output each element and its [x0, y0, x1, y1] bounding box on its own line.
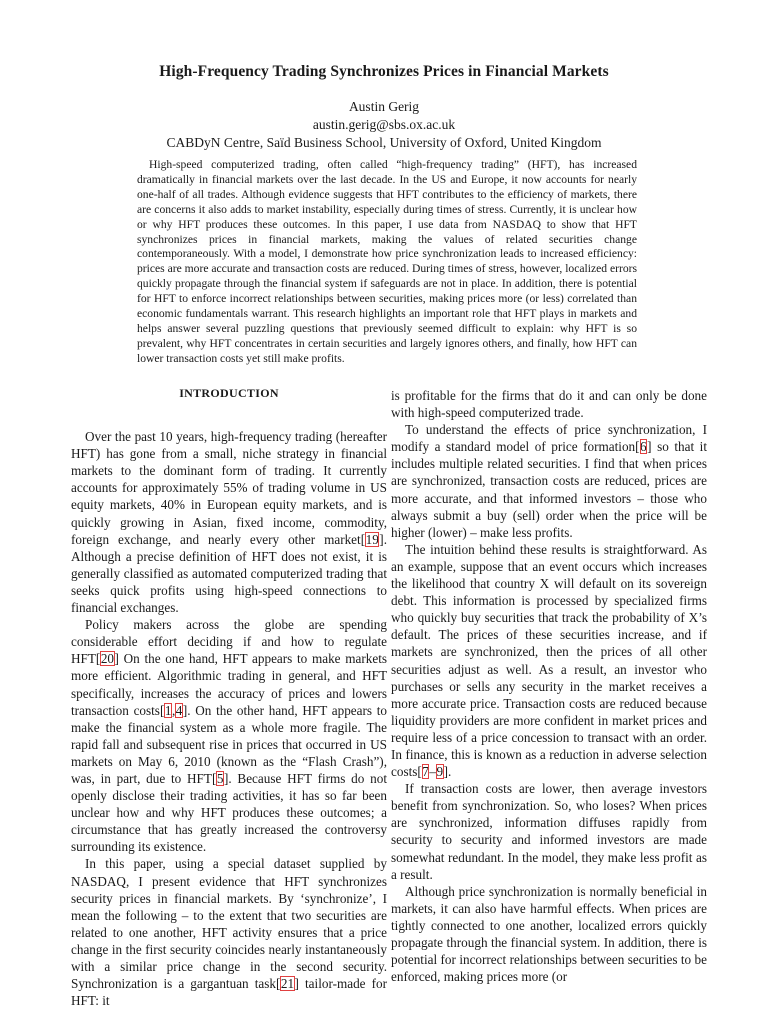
citation-link[interactable]: 4: [175, 702, 183, 718]
author-email[interactable]: austin.gerig@sbs.ox.ac.uk: [312, 117, 456, 132]
abstract: High-speed computerized trading, often called “high-frequency trading” (HFT), has increased dramatically in financial markets over the last decade. In the US and Europe, it now accounts for nearly one-half of all trades. Although evidence suggests that HFT contributes to the efficiency of markets, there are concerns it also adds to market instability, especially during times of stress. Currently, it is unclear how or why HFT produces these outcomes. In this paper, I use data from NASDAQ to show that HFT synchronizes prices in financial markets, making the values of related securities change contemporaneously. With a model, I demonstrate how price synchronization leads to increased efficiency: prices are more accurate and transaction costs are reduced. During times of stress, however, localized errors quickly propagate through the financial system if safeguards are not in place. In addition, there is potential for HFT to enforce incorrect relationships between securities, making prices more (or less) correlated than economic fundamentals warrant. This research highlights an important role that HFT plays in markets and helps answer several puzzling questions that previously seemed difficult to explain: why HFT is so prevalent, why HFT concentrates in certain securities and largely ignores others, and finally, how HFT can lower transaction costs yet still make profits.: [137, 158, 637, 365]
paragraph-text: To understand the effects of price synchronization, I modify a standard model of price formation: [391, 422, 707, 455]
paragraph-5: The intuition behind these results is straightforward. As an example, suppose that an event occurs which increases the likelihood that country X will default on its sovereign debt. This information is processed by specialized firms who quickly buy securities that track the probability of X’s default. The prices of these securities increase, and if markets are synchronized, then the prices of all other securities adjust as well. As a result, an investor who purchases or sells any security in the market receives a more accurate price. Transaction costs are reduced because liquidity providers are more confident in market prices and require less of a price concession to transact with an order. In finance, this is known as a reduction in adverse selection costs[7–9].: [391, 541, 707, 780]
paragraph-text: so that it includes multiple related securities. I find that when prices are synchronized, transaction costs are reduced, prices are more accurate, and that informed investors – those who always submit a buy (sell) order when the price will be higher (lower) – make less profits.: [391, 439, 707, 540]
column-right: [391, 387, 707, 985]
citation-link[interactable]: 21: [280, 976, 295, 992]
author-affiliation: CABDyN Centre, Saïd Business School, University of Oxford, United Kingdom: [166, 135, 602, 150]
citation-link[interactable]: 1: [164, 702, 172, 718]
author-block: [0, 98, 768, 152]
paper-title: High-Frequency Trading Synchronizes Prices in Financial Markets: [159, 63, 609, 80]
paragraph-text: . On the other hand, HFT appears to make the financial system as a whole more fragile. The rapid fall and subsequent rise in prices that occurred in US markets on May 6, 2010 (known as the “Flash Crash”), was, in part, due to HFT: [71, 702, 387, 786]
citation-link[interactable]: 5: [216, 770, 224, 786]
column-left: [71, 385, 387, 1009]
citation-link[interactable]: 6: [640, 439, 647, 455]
paragraph-text: . Although a precise definition of HFT does not exist, it is generally classified as automated computerized trading that seeks quick profits using high-speed connections to financial exchanges.: [71, 531, 387, 616]
citation-link[interactable]: 20: [100, 651, 115, 667]
paragraph-text: On the one hand, HFT appears to make markets more efficient. Algorithmic trading in general, and HFT specifically, increases the accuracy of prices and lowers transaction costs: [71, 651, 387, 718]
paragraph-2: Policy makers across the globe are spending considerable effort deciding if and how to regulate HFT[20] On the one hand, HFT appears to make markets more efficient. Algorithmic trading in general, and HFT specifically, increases the accuracy of prices and lowers transaction costs[1,4]. On the other hand, HFT appears to make the financial system as a whole more fragile. The rapid fall and subsequent rise in prices that occurred in US markets on May 6, 2010 (known as the “Flash Crash”), was, in part, due to HFT[5]. Because HFT firms do not openly disclose their trading activities, it has so far been unclear how and why HFT produces these outcomes; a circumstance that has greatly increased the controversy surrounding its existence.: [71, 617, 387, 855]
paragraph-text: .: [447, 764, 452, 780]
paragraph-text: In this paper, using a special dataset supplied by NASDAQ, I present evidence that HFT synchronizes security prices in financial markets. By ‘synchronize’, I mean the following – to the extent that two securities are related to one another, HFT activity ensures that a price change in the first security coincides nearly instantaneously with a similar price change in the second security. Synchronization is a gargantuan task: [71, 856, 387, 992]
section-heading-introduction: INTRODUCTION: [179, 386, 279, 400]
paragraph-3: In this paper, using a special dataset supplied by NASDAQ, I present evidence that HFT synchronizes security prices in financial markets. By ‘synchronize’, I mean the following – to the extent that two securities are related to one another, HFT activity ensures that a price change in the first security coincides nearly instantaneously with a similar price change in the second security. Synchronization is a gargantuan task[21] tailor-made for HFT: it: [71, 856, 387, 1009]
author-name: Austin Gerig: [348, 99, 420, 114]
paragraph-7: Although price synchronization is normally beneficial in markets, it can also have harmful effects. When prices are tightly connected to one another, localized errors quickly propagate through the financial system. In addition, there is potential for incorrect relationships between securities to be enforced, making prices more (or: [391, 883, 707, 985]
paragraph-text: Over the past 10 years, high-frequency trading (hereafter HFT) has gone from a small, niche strategy in financial markets to the dominant form of trading. It currently accounts for approximately 55% of trading volume in US equity markets, 40% in European equity markets, and is quickly growing in Asian, fixed income, commodity, foreign exchange, and nearly every other market: [71, 429, 387, 547]
paragraph-3-continued: is profitable for the firms that do it and can only be done with high-speed computerized trade.: [391, 388, 707, 421]
citation-link[interactable]: 9: [436, 764, 444, 780]
paragraph-4: To understand the effects of price synchronization, I modify a standard model of price formation[6] so that it includes multiple related securities. I find that when prices are synchronized, transaction costs are reduced, prices are more accurate, and that informed investors – those who always submit a buy (sell) order when the price will be higher (lower) – make less profits.: [391, 422, 707, 540]
citation-link[interactable]: 19: [365, 531, 379, 547]
paragraph-text: The intuition behind these results is straightforward. As an example, suppose that an event occurs which increases the likelihood that country X will default on its sovereign debt. This information is processed by specialized firms who quickly buy securities that track the probability of X’s default. The prices of these securities increase, and if markets are synchronized, then the prices of all other securities adjust as well. As a result, an investor who purchases or sells any security in the market receives a more accurate price. Transaction costs are reduced because liquidity providers are more confident in market prices and require less of a price concession to transact with an order. In finance, this is known as a reduction in adverse selection costs: [391, 541, 707, 780]
citation-range-separator: –: [429, 764, 436, 780]
paragraph-1: Over the past 10 years, high-frequency trading (hereafter HFT) has gone from a small, niche strategy in financial markets to the dominant form of trading. It currently accounts for approximately 55% of trading volume in US equity markets, 40% in European equity markets, and is quickly growing in Asian, fixed income, commodity, foreign exchange, and nearly every other market[19]. Although a precise definition of HFT does not exist, it is generally classified as automated computerized trading that seeks quick profits using high-speed connections to financial exchanges.: [71, 429, 387, 616]
citation-link[interactable]: 7: [422, 764, 429, 780]
paragraph-text: . Because HFT firms do not openly disclose their trading activities, it has so far been unclear how and why HFT produces these outcomes; a circumstance that has greatly increased the controversy surrounding its existence.: [71, 770, 387, 855]
paragraph-6: If transaction costs are lower, then average investors benefit from synchronization. So, who loses? When prices are synchronized, information diffuses rapidly from security to security and informed investors are made somewhat redundant. In the model, they make less profit as a result.: [391, 781, 707, 882]
paragraph-text: Policy makers across the globe are spending considerable effort deciding if and how to regulate HFT: [71, 617, 387, 667]
paragraph-text: tailor-made for HFT: it: [71, 976, 387, 1009]
